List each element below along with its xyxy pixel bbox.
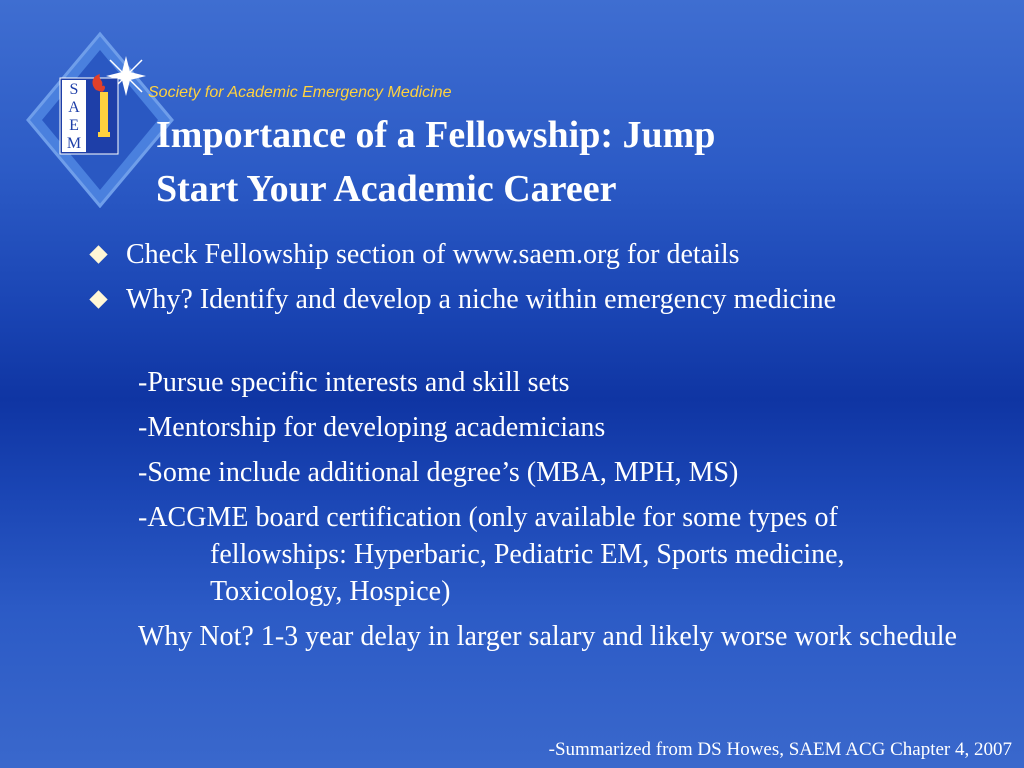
logo-letter-m: M	[66, 135, 82, 152]
slide-title-line-2: Start Your Academic Career	[156, 168, 617, 210]
diamond-bullet-icon	[89, 245, 107, 263]
logo-letter-s: S	[69, 81, 79, 98]
sub-item: -Some include additional degree’s (MBA, MPH, MS)	[138, 457, 739, 488]
slide-title-line-1: Importance of a Fellowship: Jump	[156, 114, 716, 156]
sub-item: -Mentorship for developing academicians	[138, 412, 606, 443]
slide-title	[156, 108, 996, 216]
sub-item: Why Not? 1-3 year delay in larger salary and likely worse work schedule	[138, 621, 957, 652]
organization-name: Society for Academic Emergency Medicine	[148, 84, 452, 101]
bullet-text: Why? Identify and develop a niche within emergency medicine	[126, 284, 837, 315]
bullet-text: Check Fellowship section of www.saem.org for details	[126, 239, 740, 270]
logo-letter-a: A	[68, 99, 80, 116]
sub-item: -Pursue specific interests and skill sets	[138, 367, 570, 398]
logo-letter-e: E	[69, 117, 79, 134]
bullet-item	[126, 281, 886, 318]
sub-item: -ACGME board certification (only available for some types of fellowships: Hyperbaric, Pediatric EM, Sports medicine, Toxicology, Hospice)	[138, 502, 845, 607]
citation-footer: -Summarized from DS Howes, SAEM ACG Chapter 4, 2007	[548, 739, 1012, 760]
bullet-item	[126, 236, 986, 273]
diamond-bullet-icon	[89, 290, 107, 308]
